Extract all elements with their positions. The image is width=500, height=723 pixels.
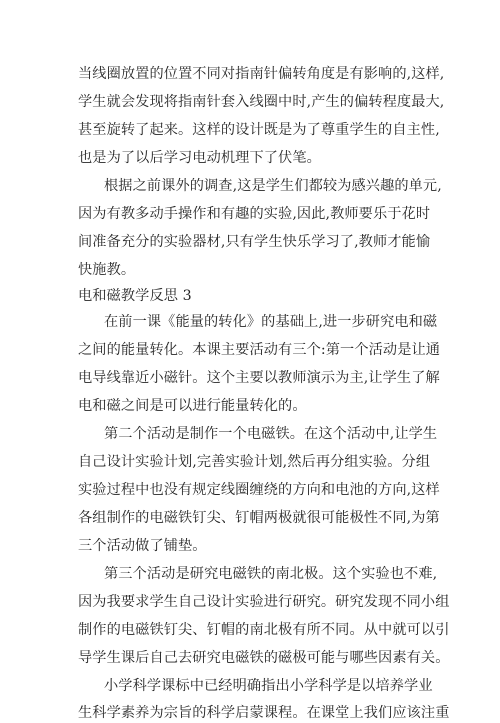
- text-line: 各组制作的电磁铁钉尖、钉帽两极就很可能极性不同,为第: [78, 510, 440, 526]
- paragraph-start-line: 第二个活动是制作一个电磁铁。在这个活动中,让学生: [104, 426, 438, 442]
- text-line: 当线圈放置的位置不同对指南针偏转角度是有影响的,这样,: [78, 66, 445, 82]
- text-line: 因为我要求学生自己设计实验进行研究。研究发现不同小组: [78, 594, 450, 610]
- text-line: 自己设计实验计划,完善实验计划,然后再分组实验。分组: [78, 454, 431, 470]
- paragraph-start-line: 小学科学课标中已经明确指出小学科学是以培养学业: [104, 678, 433, 694]
- text-line: 生科学素养为宗旨的科学启蒙课程。在课堂上我们应该注重: [78, 705, 450, 721]
- section-heading: 电和磁教学反思 3: [78, 288, 192, 304]
- text-line: 电和磁之间是可以进行能量转化的。: [78, 398, 307, 414]
- text-line: 之间的能量转化。本课主要活动有三个:第一个活动是让通: [78, 342, 441, 358]
- text-line: 快施教。: [78, 262, 136, 278]
- paragraph-start-line: 第三个活动是研究电磁铁的南北极。这个实验也不难,: [104, 566, 438, 582]
- text-line: 学生就会发现将指南针套入线圈中时,产生的偏转程度最大,: [78, 94, 445, 110]
- text-line: 实验过程中也没有规定线圈缠绕的方向和电池的方向,这样: [78, 482, 440, 498]
- paragraph-start-line: 根据之前课外的调查,这是学生们都较为感兴趣的单元,: [104, 178, 442, 194]
- text-line: 因为有教多动手操作和有趣的实验,因此,教师要乐于花时: [78, 206, 431, 222]
- text-line: 导学生课后自己去研究电磁铁的磁极可能与哪些因素有关。: [78, 650, 450, 666]
- text-line: 也是为了以后学习电动机理下了伏笔。: [78, 150, 321, 166]
- paragraph-start-line: 在前一课《能量的转化》的基础上,进一步研究电和磁: [104, 314, 438, 330]
- text-line: 三个活动做了铺垫。: [78, 538, 207, 554]
- text-line: 电导线靠近小磁针。这个主要以教师演示为主,让学生了解: [78, 370, 440, 386]
- text-line: 间准备充分的实验器材,只有学生快乐学习了,教师才能愉: [78, 234, 431, 250]
- text-line: 甚至旋转了起来。这样的设计既是为了尊重学生的自主性,: [78, 122, 440, 138]
- text-line: 制作的电磁铁钉尖、钉帽的南北极有所不同。从中就可以引: [78, 622, 450, 638]
